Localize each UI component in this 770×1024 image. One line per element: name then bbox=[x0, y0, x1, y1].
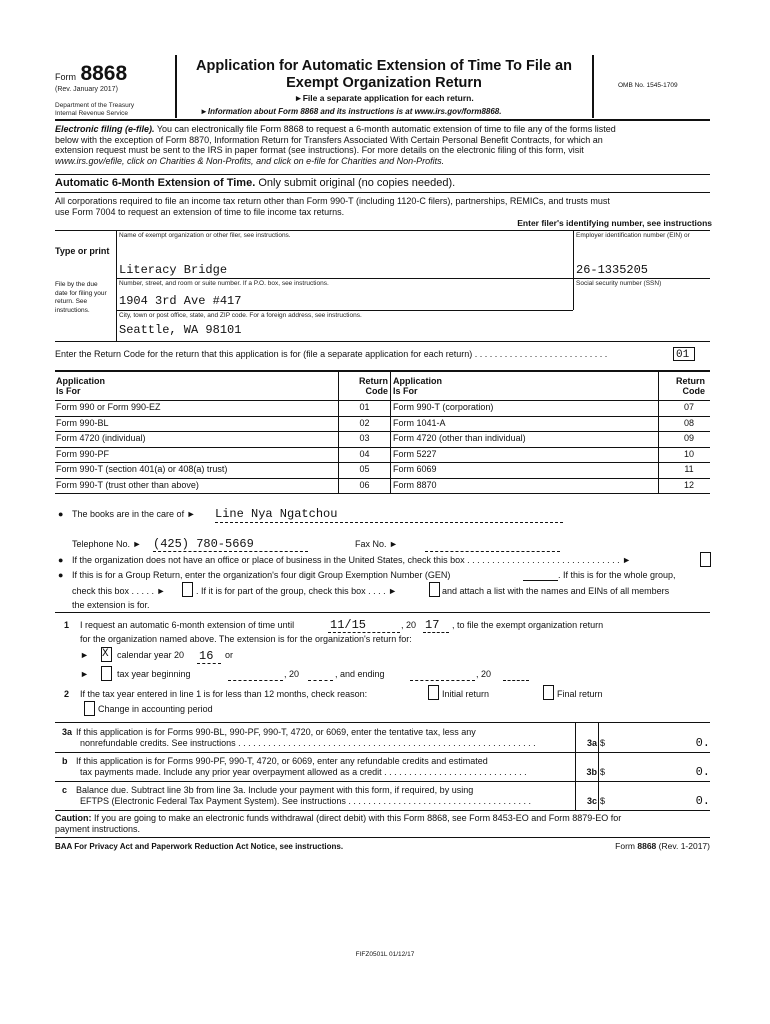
group-extension-text: the extension is for. bbox=[72, 600, 150, 610]
form-word: Form bbox=[55, 72, 76, 82]
line3-num: 3a bbox=[62, 727, 73, 737]
caution-lead: Caution: bbox=[55, 813, 92, 823]
tax-20b: , 20 bbox=[476, 669, 492, 679]
th-return: Return bbox=[359, 376, 388, 386]
table-row bbox=[55, 431, 710, 446]
caution-line1: If you are going to make an electronic funds withdrawal (direct debit) with this Form 8868, see Form 8453-EO and Form 8879-EO for bbox=[91, 813, 622, 823]
street-label: Number, street, and room or suite number. If a P.O. box, see instructions. bbox=[119, 280, 329, 287]
th-code: Code bbox=[365, 386, 388, 396]
line3-amount-field[interactable]: 0. bbox=[695, 765, 710, 779]
th-code-2: Code bbox=[682, 386, 705, 396]
row-code-right: 11 bbox=[684, 464, 694, 474]
th-return-2: Return bbox=[676, 376, 705, 386]
filer-id-label: Enter filer's identifying number, see instructions bbox=[517, 218, 712, 228]
line2-number: 2 bbox=[64, 689, 70, 699]
auto-ext-heading-bold: Automatic 6-Month Extension of Time. bbox=[55, 177, 256, 189]
form-code: FIFZ0501L 01/12/17 bbox=[355, 951, 415, 958]
gen-field[interactable] bbox=[523, 580, 558, 581]
row-code-left: 06 bbox=[359, 479, 370, 490]
books-label: The books are in the care of ► bbox=[72, 509, 196, 519]
change-accounting-checkbox[interactable] bbox=[84, 701, 95, 716]
phone-field[interactable]: (425) 780-5669 bbox=[153, 537, 254, 551]
line3-text1: If this application is for Forms 990-PF, 990-T, 4720, or 6069, enter any refundable credits and estimated bbox=[76, 756, 488, 766]
fax-field[interactable] bbox=[425, 551, 560, 552]
row-code-left: 02 bbox=[359, 417, 370, 428]
line3-block bbox=[62, 756, 574, 777]
line3-text1: Balance due. Subtract line 3b from line 3a. Include your payment with this form, if required, by using bbox=[76, 785, 474, 795]
row-form-right: Form 4720 (other than individual) bbox=[393, 433, 526, 443]
dollar-sign: $ bbox=[600, 796, 606, 806]
row-form-right: Form 6069 bbox=[393, 464, 437, 474]
file-by-note: File by the due date for filing your return. See instructions. bbox=[55, 281, 107, 314]
org-name-field[interactable]: Literacy Bridge bbox=[119, 263, 228, 277]
bullet-office: ● bbox=[58, 555, 64, 565]
no-office-checkbox[interactable] bbox=[700, 552, 711, 567]
row-form-left: Form 990 or Form 990-EZ bbox=[56, 402, 161, 412]
line3-num: c bbox=[62, 785, 68, 795]
row-code-left: 05 bbox=[359, 464, 370, 474]
th-application: Application bbox=[56, 376, 105, 386]
row-form-right: Form 5227 bbox=[393, 448, 437, 459]
table-row bbox=[55, 478, 710, 493]
city-label: City, town or post office, state, and ZIP code. For a foreign address, see instructions. bbox=[119, 312, 362, 319]
line1-text-c: , to file the exempt organization return bbox=[452, 620, 604, 630]
table-row bbox=[55, 447, 710, 462]
info-line: ►Information about Form 8868 and its instructions is at www.irs.gov/form8868. bbox=[200, 107, 502, 116]
group-whole-text: . If this is for the whole group, bbox=[558, 570, 676, 580]
books-in-care-field[interactable] bbox=[215, 507, 563, 521]
line2-text: If the tax year entered in line 1 is for less than 12 months, check reason: bbox=[80, 689, 368, 699]
baa-notice: BAA For Privacy Act and Paperwork Reduction Act Notice, see instructions. bbox=[55, 842, 344, 851]
row-form-left: Form 990-T (trust other than above) bbox=[56, 479, 199, 490]
tax-end-year-field[interactable] bbox=[503, 680, 529, 681]
calendar-year-check-x: X bbox=[102, 648, 109, 660]
tax-ending-label: , and ending bbox=[335, 669, 385, 679]
calendar-year-field[interactable]: 16 bbox=[199, 649, 214, 663]
table-row bbox=[55, 462, 710, 477]
line3-text2: EFTPS (Electronic Federal Tax Payment System). See instructions . . . . . . . . . . . . . . . . . . . . . . . . . . . . . . . . . . . . . bbox=[80, 795, 531, 806]
type-or-print: Type or print bbox=[55, 246, 110, 256]
line1-number: 1 bbox=[64, 620, 70, 630]
table-header-left bbox=[56, 376, 105, 396]
caution-text bbox=[55, 813, 621, 835]
calendar-or: or bbox=[225, 650, 234, 660]
efile-line1: You can electronically file Form 8868 to request a 6-month automatic extension of time to file any of the forms listed bbox=[154, 124, 616, 134]
ein-field[interactable]: 26-1335205 bbox=[576, 263, 649, 277]
part-group-checkbox[interactable] bbox=[429, 582, 440, 597]
row-form-left: Form 990-T (section 401(a) or 408(a) trust) bbox=[56, 464, 228, 474]
initial-return-checkbox[interactable] bbox=[428, 685, 439, 700]
line3-block bbox=[62, 785, 574, 806]
line3-block bbox=[62, 727, 574, 748]
row-form-left: Form 990-BL bbox=[56, 417, 109, 428]
th-isfor: Is For bbox=[56, 386, 81, 396]
extension-until-field[interactable]: 11/15 bbox=[330, 618, 367, 632]
line1-text-d: for the organization named above. The extension is for the organization's return for: bbox=[80, 634, 412, 644]
auto-ext-body2: use Form 7004 to request an extension of time to file income tax returns. bbox=[55, 206, 345, 217]
row-code-right: 10 bbox=[683, 448, 694, 459]
line3-num: b bbox=[62, 756, 68, 766]
tax-begin-year-field[interactable] bbox=[308, 680, 333, 681]
city-field[interactable]: Seattle, WA 98101 bbox=[119, 323, 242, 337]
final-return-label: Final return bbox=[557, 689, 603, 699]
ein-label: Employer identification number (EIN) or bbox=[576, 232, 690, 239]
row-code-left: 04 bbox=[359, 448, 370, 459]
dollar-sign: $ bbox=[600, 738, 606, 748]
ssn-label: Social security number (SSN) bbox=[576, 280, 662, 287]
bullet-books: ● bbox=[58, 509, 64, 519]
row-code-left: 01 bbox=[359, 402, 370, 412]
footer-rev: (Rev. 1-2017) bbox=[656, 841, 710, 851]
books-in-care-value: Line Nya Ngatchou bbox=[215, 507, 338, 521]
table-header-code-right bbox=[659, 376, 705, 396]
row-code-right: 08 bbox=[683, 417, 694, 428]
line3-amount-field[interactable]: 0. bbox=[695, 794, 710, 808]
line3-label: 3a bbox=[586, 738, 597, 748]
footer-form-word: Form bbox=[615, 841, 638, 851]
tax-end-field[interactable] bbox=[410, 680, 475, 681]
title-line2: Exempt Organization Return bbox=[286, 75, 482, 91]
line3-label: 3b bbox=[586, 767, 597, 777]
caution-line2: payment instructions. bbox=[55, 824, 141, 834]
omb-number: OMB No. 1545-1709 bbox=[618, 82, 678, 89]
line3-text2: tax payments made. Include any prior year overpayment allowed as a credit . . . . . . . . . . . . . . . . . . . . . . . . . . . . . bbox=[80, 766, 527, 777]
row-form-right: Form 1041-A bbox=[393, 417, 446, 428]
group-check-whole: check this box . . . . . ► bbox=[72, 586, 166, 596]
return-code-prompt: Enter the Return Code for the return that this application is for (file a separate application for each return) . . . . . . . . . . . . . . . . . . . . . . . . . . . bbox=[55, 349, 608, 359]
row-form-right: Form 990-T (corporation) bbox=[393, 402, 494, 412]
table-header-code-left bbox=[339, 376, 388, 396]
th-application-2: Application bbox=[393, 376, 442, 386]
efile-paragraph bbox=[55, 124, 715, 166]
row-code-left: 03 bbox=[359, 433, 370, 443]
dollar-sign: $ bbox=[600, 767, 606, 777]
table-header-right bbox=[393, 376, 442, 396]
form-label bbox=[55, 62, 127, 86]
row-form-left: Form 4720 (individual) bbox=[56, 433, 146, 443]
line3-label: 3c bbox=[586, 796, 597, 806]
row-code-right: 09 bbox=[683, 433, 694, 443]
row-form-right: Form 8870 bbox=[393, 479, 437, 490]
name-label: Name of exempt organization or other filer, see instructions. bbox=[119, 232, 291, 239]
tax-20a: , 20 bbox=[284, 669, 300, 679]
bullet-group: ● bbox=[58, 570, 64, 580]
auto-ext-heading-rest: Only submit original (no copies needed). bbox=[255, 177, 456, 189]
title-line1: Application for Automatic Extension of Time To File an bbox=[196, 58, 572, 74]
tax-year-label: tax year beginning bbox=[117, 669, 191, 679]
arrow-taxyear: ► bbox=[80, 669, 89, 679]
line1-text-a: I request an automatic 6-month extension of time until bbox=[80, 620, 295, 630]
line1-text-b: , 20 bbox=[401, 620, 417, 630]
revision-date: (Rev. January 2017) bbox=[55, 86, 118, 93]
group-return-text: If this is for a Group Return, enter the organization's four digit Group Exemption Number (GEN) bbox=[72, 570, 451, 580]
efile-line2: below with the exception of Form 8870, Information Return for Transfers Associated With Certain Personal Benefit Contracts, for which an bbox=[55, 134, 603, 145]
street-field[interactable]: 1904 3rd Ave #417 bbox=[119, 294, 242, 308]
tax-year-checkbox[interactable] bbox=[101, 666, 112, 681]
no-office-text: If the organization does not have an office or place of business in the United States, check this box . . . . . . . . . . . . . . . . . . . . . . . . . . . . . . . ► bbox=[72, 555, 632, 565]
auto-ext-heading bbox=[55, 177, 455, 189]
th-isfor-2: Is For bbox=[393, 386, 418, 396]
table-row bbox=[55, 400, 710, 415]
form-number: 8868 bbox=[80, 62, 128, 85]
tax-begin-field[interactable] bbox=[228, 680, 283, 681]
fax-label: Fax No. ► bbox=[355, 539, 398, 549]
auto-ext-body bbox=[55, 196, 610, 217]
line3-amount-field[interactable]: 0. bbox=[695, 736, 710, 750]
form-revision-footer bbox=[560, 841, 710, 851]
form-subtitle: ►File a separate application for each return. bbox=[294, 93, 474, 103]
row-code-right: 07 bbox=[683, 402, 694, 412]
return-code-field[interactable]: 01 bbox=[673, 347, 695, 361]
extension-year-field[interactable]: 17 bbox=[425, 618, 440, 632]
footer-form-number: 8868 bbox=[637, 841, 657, 851]
auto-ext-body1: All corporations required to file an income tax return other than Form 990-T (including 1120-C filers), partnerships, REMICs, and trusts must bbox=[55, 196, 610, 206]
efile-line4: www.irs.gov/efile, click on Charities & Non-Profits, and click on e-file for Charities and Non-Profits. bbox=[55, 155, 445, 166]
line3-text1: If this application is for Forms 990-BL, 990-PF, 990-T, 4720, or 6069, enter the tentative tax, less any bbox=[76, 727, 476, 737]
row-code-right: 12 bbox=[683, 479, 694, 490]
line3-text2: nonrefundable credits. See instructions . . . . . . . . . . . . . . . . . . . . . . . . . . . . . . . . . . . . . . . . . . . . . . . . . . . . . . . . . . . . bbox=[80, 737, 536, 748]
row-form-left: Form 990-PF bbox=[56, 448, 110, 459]
group-attach-text: and attach a list with the names and EINs of all members bbox=[442, 586, 670, 596]
dept-line2: Internal Revenue Service bbox=[55, 110, 128, 117]
whole-group-checkbox[interactable] bbox=[182, 582, 193, 597]
final-return-checkbox[interactable] bbox=[543, 685, 554, 700]
change-accounting-label: Change in accounting period bbox=[98, 704, 213, 714]
initial-return-label: Initial return bbox=[442, 689, 490, 699]
group-part-text: . If it is for part of the group, check this box . . . . ► bbox=[196, 586, 397, 596]
arrow-calendar: ► bbox=[80, 650, 89, 660]
efile-line3: extension request must be sent to the IRS in paper format (see instructions). For more details on the electronic filing of this form, visit bbox=[55, 145, 584, 155]
efile-lead: Electronic filing (e-file). bbox=[55, 124, 155, 134]
table-row bbox=[55, 416, 710, 431]
dept-line1: Department of the Treasury bbox=[55, 102, 135, 109]
form-title bbox=[178, 58, 590, 92]
phone-label: Telephone No. ► bbox=[72, 539, 142, 549]
calendar-year-label: calendar year 20 bbox=[117, 650, 185, 660]
